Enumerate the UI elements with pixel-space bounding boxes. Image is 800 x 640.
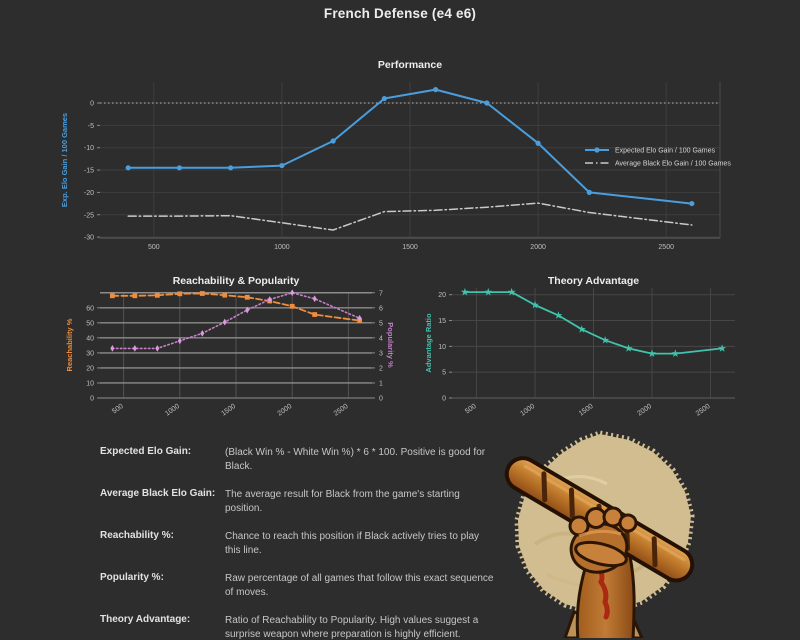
reachability-popularity-chart [60,270,410,420]
definition-text: The average result for Black from the game's starting position. [225,489,460,514]
svg-text:Theory Advantage: Theory Advantage [547,275,640,287]
svg-text:50: 50 [86,320,94,328]
svg-text:3: 3 [379,350,383,358]
svg-text:1000: 1000 [164,402,181,418]
svg-text:500: 500 [147,244,160,251]
definitions-list [100,446,498,640]
svg-text:-15: -15 [83,167,94,175]
svg-text:-20: -20 [83,189,94,197]
fist-baguette-illustration [495,424,707,638]
definition-row [100,488,498,515]
svg-text:5: 5 [379,320,383,328]
svg-text:Expected Elo Gain / 100 Games: Expected Elo Gain / 100 Games [615,147,715,155]
svg-text:4: 4 [379,335,383,343]
svg-text:0: 0 [90,395,94,403]
svg-text:1: 1 [379,380,383,388]
definition-term: Expected Elo Gain: [100,446,192,457]
svg-text:2500: 2500 [694,402,712,418]
definition-row [100,530,498,557]
definition-text: Raw percentage of all games that follow this exact sequence of moves. [225,573,494,598]
svg-text:6: 6 [379,305,383,313]
svg-text:40: 40 [86,335,94,343]
definition-text: Chance to reach this position if Black actively tries to play this line. [225,531,480,556]
svg-text:500: 500 [111,402,125,416]
definition-row [100,572,498,599]
theory-advantage-chart [420,270,760,420]
svg-text:2: 2 [379,365,383,373]
definition-text: Ratio of Reachability to Popularity. High values suggest a surprise weapon where preparation is highly efficient. [225,615,479,640]
svg-text:Advantage Ratio: Advantage Ratio [424,313,433,373]
definition-term: Theory Advantage: [100,614,191,625]
svg-text:2500: 2500 [332,402,350,418]
svg-text:15: 15 [438,318,446,326]
svg-text:0: 0 [442,395,446,403]
svg-text:Reachability %: Reachability % [65,318,74,372]
svg-text:-25: -25 [83,212,94,220]
definition-term: Reachability %: [100,530,174,541]
page-title: French Defense (e4 e6) [323,6,477,21]
svg-text:1000: 1000 [274,244,290,251]
svg-text:Performance: Performance [377,59,443,71]
definition-text: (Black Win % - White Win %) * 6 * 100. Positive is good for Black. [225,447,486,472]
definition-term: Average Black Elo Gain: [100,488,216,499]
svg-text:500: 500 [464,402,478,416]
definition-row [100,446,498,473]
svg-text:7: 7 [379,290,383,298]
svg-text:5: 5 [442,369,446,377]
svg-text:1500: 1500 [220,402,238,418]
svg-text:2000: 2000 [530,244,546,251]
definition-term: Popularity %: [100,572,164,583]
svg-text:1500: 1500 [402,244,418,251]
svg-text:1500: 1500 [577,402,595,418]
svg-text:20: 20 [438,292,446,300]
svg-text:60: 60 [86,305,94,313]
svg-text:-10: -10 [83,145,94,153]
svg-text:2000: 2000 [276,402,294,418]
svg-text:0: 0 [90,100,94,108]
svg-text:0: 0 [379,395,383,403]
svg-text:-30: -30 [83,234,94,242]
svg-text:10: 10 [86,380,94,388]
svg-text:Average Black Elo Gain / 100 G: Average Black Elo Gain / 100 Games [615,160,731,168]
svg-text:Popularity %: Popularity % [386,322,395,368]
svg-text:-5: -5 [87,122,94,130]
svg-text:10: 10 [438,343,446,351]
definition-row [100,614,498,640]
svg-text:20: 20 [86,365,94,373]
svg-text:1000: 1000 [519,402,537,418]
svg-text:Exp. Elo Gain / 100 Games: Exp. Elo Gain / 100 Games [60,112,69,208]
svg-text:Reachability & Popularity: Reachability & Popularity [172,275,300,287]
svg-text:30: 30 [86,350,94,358]
performance-chart [55,52,745,252]
svg-text:2500: 2500 [658,244,674,251]
svg-text:2000: 2000 [636,402,654,418]
